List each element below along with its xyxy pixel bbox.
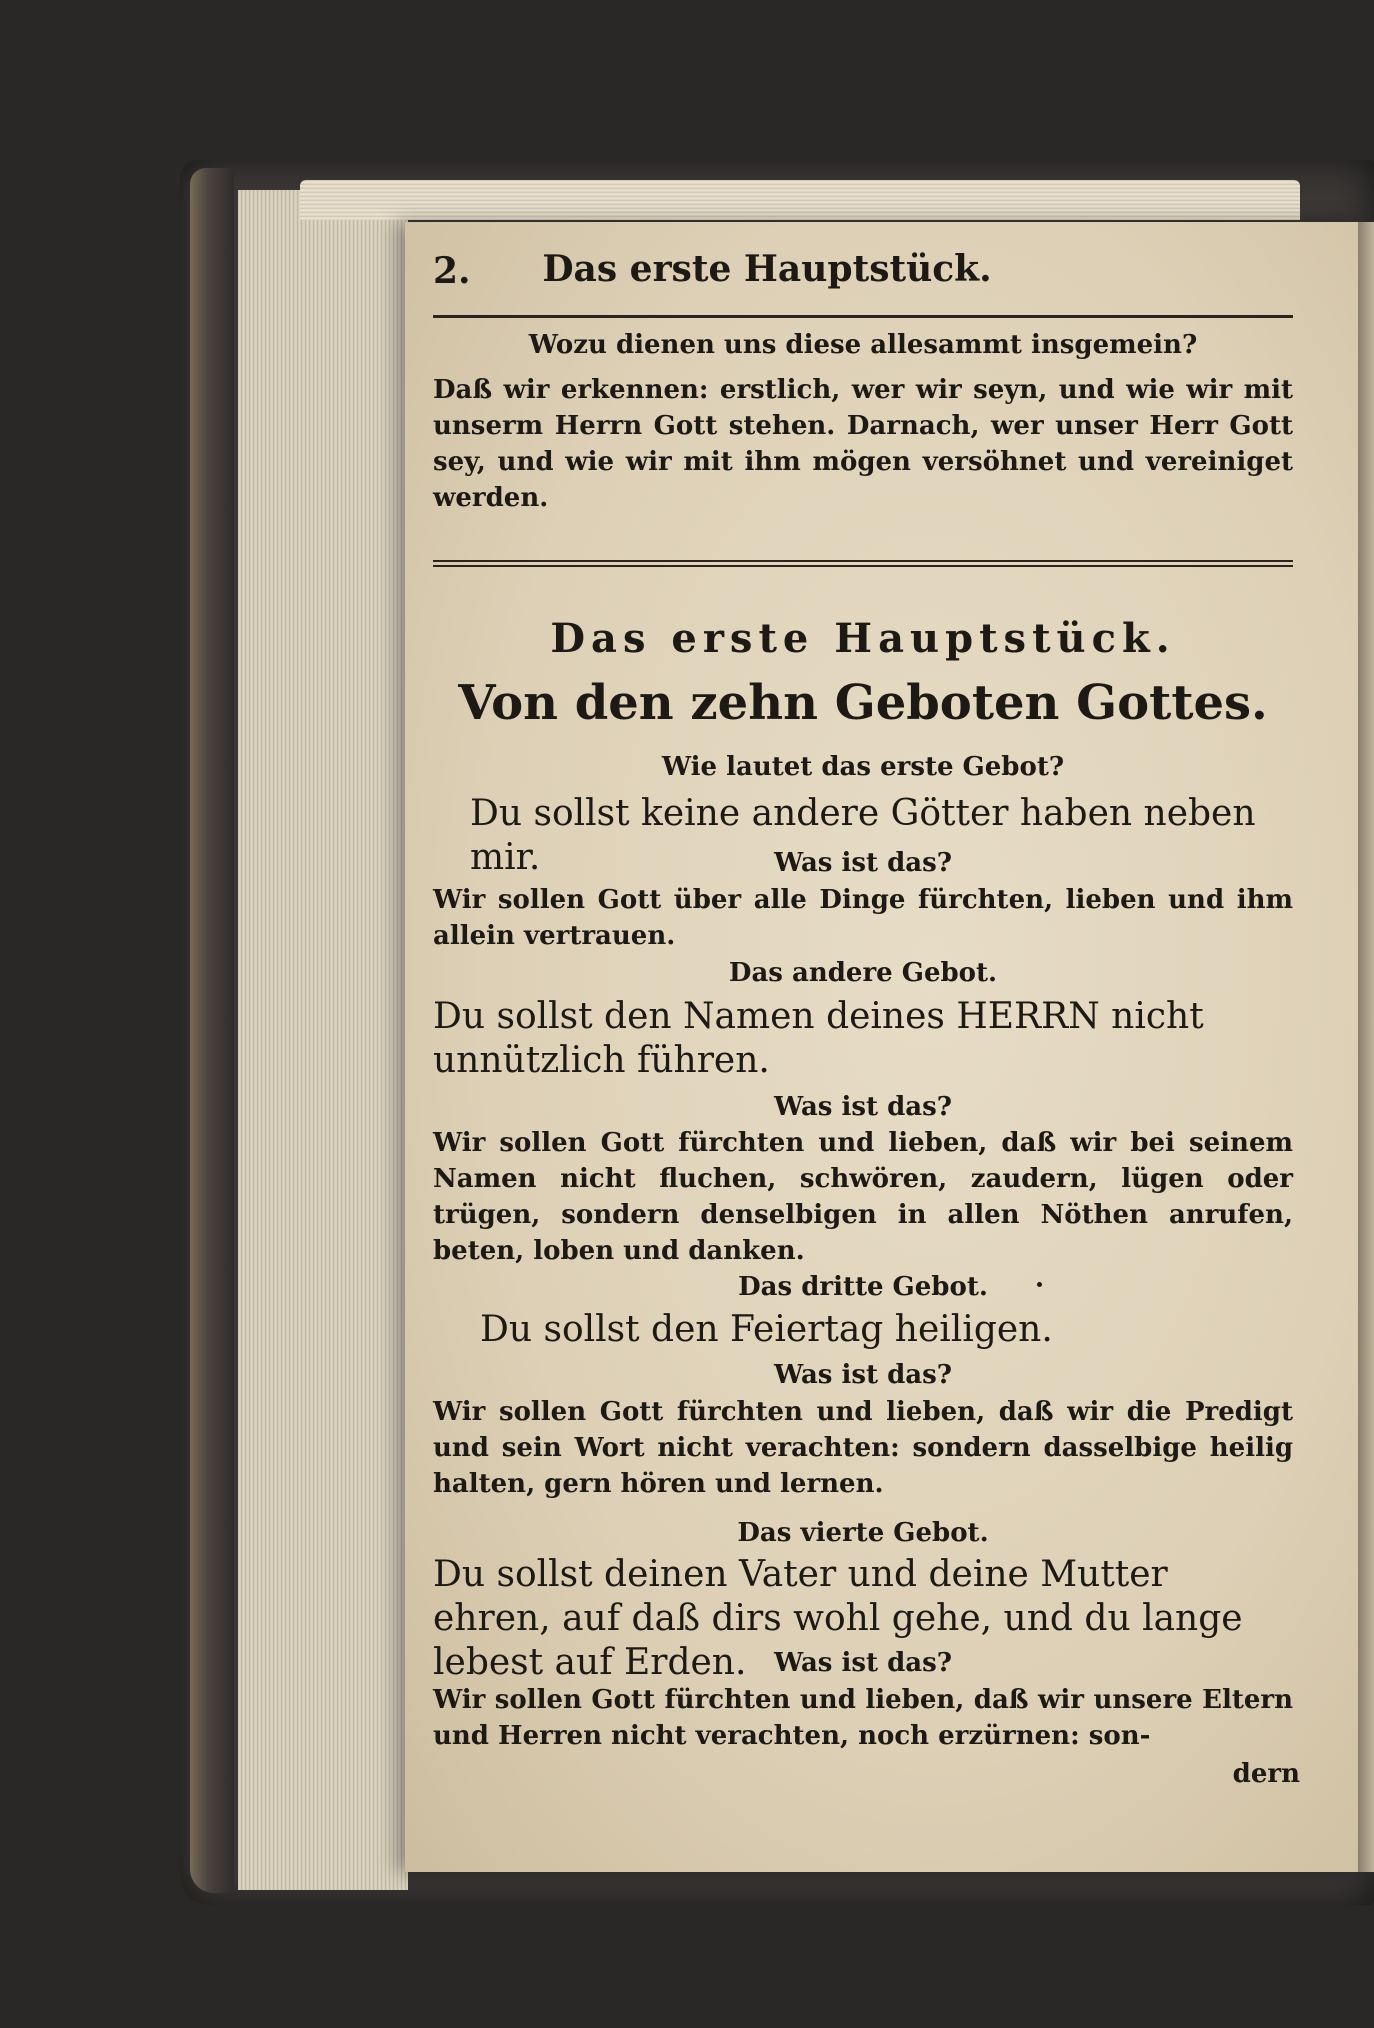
page-number: 2. [433,250,471,292]
commandment-3-text: Du sollst den Feiertag heiligen. [480,1309,1053,1350]
commandment-4-text: Du sollst deinen Vater und deine Mutter ehren, auf daß dirs wohl gehe, und du lange lebest auf Erden. [433,1554,1243,1683]
commandment-2-question: Was ist das? [774,1092,952,1122]
commandment-1-question: Was ist das? [774,848,952,878]
header-rule [433,315,1293,318]
commandment-1-answer: Wir sollen Gott über alle Dinge fürchten, lieben und ihm allein vertrauen. [433,885,1293,951]
commandment-1-text: Du sollst keine andere Götter haben neben mir. [470,793,1256,878]
running-head: Das erste Hauptstück. [542,248,992,290]
intro-question: Wozu dienen uns diese allesammt insgemein? [528,330,1198,360]
commandment-4-question: Was ist das? [774,1648,952,1678]
facing-page-edge [1358,222,1374,1872]
commandment-4-answer: Wir sollen Gott fürchten und lieben, daß wir unsere Eltern und Herren nicht verachten, noch erzürnen: son- [433,1685,1293,1751]
commandment-2-answer: Wir sollen Gott fürchten und lieben, daß wir bei seinem Namen nicht fluchen, schwören, zaudern, lügen oder trügen, sondern denselbigen in allen Nöthen anrufen, beten, loben und danken. [433,1128,1293,1266]
book-spine-edge [190,168,234,1893]
commandment-3-answer: Wir sollen Gott fürchten und lieben, daß wir die Predigt und sein Wort nicht verachten: sondern dasselbige heilig halten, gern hören und lernen. [433,1397,1293,1499]
catchword: dern [1232,1759,1300,1789]
intro-answer: Daß wir erkennen: erstlich, wer wir seyn, und wie wir mit unserm Herrn Gott stehen. Darnach, wer unser Herr Gott sey, und wie wir mit ihm mögen versöhnet und vereiniget werden. [433,375,1293,513]
commandment-3-question: Was ist das? [774,1360,952,1390]
section-divider [433,560,1293,567]
section-title: Das erste Hauptstück. [550,615,1176,662]
page-top-edge [300,180,1300,220]
page-stack-edge [238,190,408,1890]
commandment-2-text: Du sollst den Namen deines HERRN nicht unnützlich führen. [433,996,1204,1081]
commandment-4-heading: Das vierte Gebot. [737,1518,989,1548]
commandment-1-heading: Wie lautet das erste Gebot? [661,752,1065,782]
section-subtitle: Von den zehn Geboten Gottes. [458,675,1268,731]
commandment-3-heading: Das dritte Gebot. [738,1272,988,1302]
commandment-2-heading: Das andere Gebot. [728,958,998,988]
ink-speck [1037,1282,1042,1287]
